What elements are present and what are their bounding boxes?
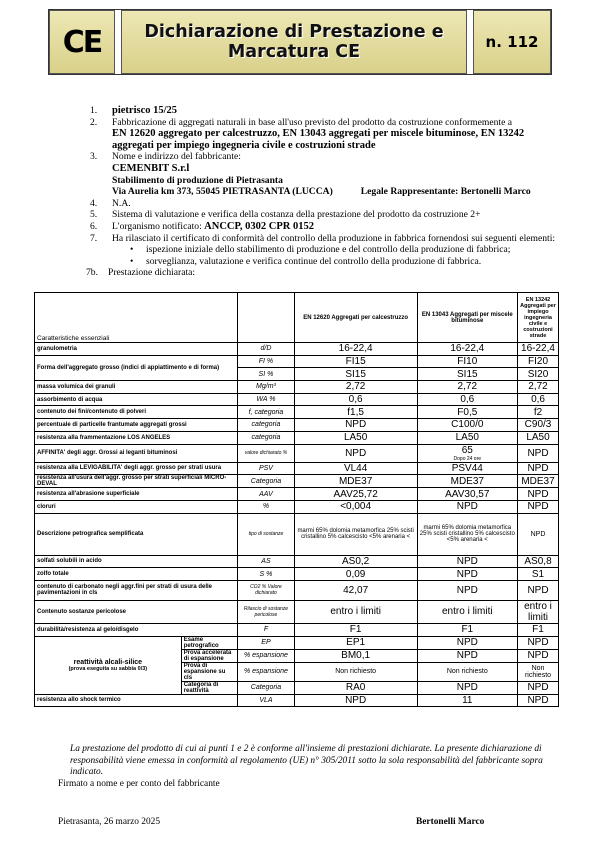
table-cell: Prova di espansione su cls bbox=[181, 662, 238, 681]
table-cell: NPD bbox=[518, 636, 559, 649]
table-row bbox=[35, 623, 559, 636]
table-cell: Esame petrografico bbox=[181, 636, 238, 649]
table-cell: C100/0 bbox=[417, 419, 517, 432]
table-cell: entro i limiti bbox=[518, 600, 559, 623]
table-cell: SI20 bbox=[518, 368, 559, 381]
table-cell: NPD bbox=[518, 488, 559, 501]
table-row bbox=[35, 475, 559, 488]
table-cell: granulometria bbox=[35, 343, 238, 356]
table-cell: contenuto di carbonato negli aggr.fini per strati di usura delle pavimentazioni in cls bbox=[35, 580, 238, 600]
table-cell: resistenza all'abrasione superficiale bbox=[35, 488, 238, 501]
table-cell: NPD bbox=[518, 462, 559, 475]
table-cell: valore dichiarato % bbox=[238, 444, 295, 462]
table-cell: NPD bbox=[417, 580, 517, 600]
table-cell: MDE37 bbox=[294, 475, 417, 488]
bullet-1: • ispezione iniziale dello stabilimento di produzione e del controllo della produzione di fabbrica; bbox=[90, 244, 560, 256]
table-cell: tipo di sostanze bbox=[238, 513, 295, 555]
table-cell: RA0 bbox=[294, 681, 417, 694]
table-cell: f1,5 bbox=[294, 406, 417, 419]
table-cell: resistenza allo shock termico bbox=[35, 694, 238, 707]
table-cell: NPD bbox=[417, 636, 517, 649]
table-cell: LA50 bbox=[518, 431, 559, 444]
table-cell: VL44 bbox=[294, 462, 417, 475]
table-cell: NPD bbox=[294, 694, 417, 707]
table-cell: PSV44 bbox=[417, 462, 517, 475]
table-cell: 65 Dopo 24 ore bbox=[417, 444, 517, 462]
table-cell: F1 bbox=[294, 623, 417, 636]
item-7: 7. Ha rilasciato il certificato di conformità del controllo della produzione in fabbrica fornendosi sui seguenti elementi: bbox=[90, 232, 556, 244]
header-en13043: EN 13043 Aggregati per miscele bituminose bbox=[417, 293, 517, 343]
table-cell: categoria bbox=[238, 431, 295, 444]
table-cell: Contenuto sostanze pericolose bbox=[35, 600, 238, 623]
table-cell: NPD bbox=[518, 513, 559, 555]
header-en12620: EN 12620 Aggregati per calcestruzzo bbox=[294, 293, 417, 343]
company-name: CEMENBIT S.r.l bbox=[112, 162, 190, 174]
table-cell: SI15 bbox=[417, 368, 517, 381]
table-cell: MDE37 bbox=[518, 475, 559, 488]
table-row bbox=[35, 488, 559, 501]
table-cell: f, categoria bbox=[238, 406, 295, 419]
table-cell: S1 bbox=[518, 568, 559, 581]
table-cell: NPD bbox=[518, 444, 559, 462]
table-cell: 0,6 bbox=[294, 393, 417, 406]
table-row bbox=[35, 355, 559, 368]
table-cell: F1 bbox=[518, 623, 559, 636]
table-cell: Rilascio di sostanze pericolose bbox=[238, 600, 295, 623]
table-cell: F bbox=[238, 623, 295, 636]
standards-list: EN 12620 aggregato per calcestruzzo, EN 13043 aggregati per miscele bituminose, EN 13242 aggregati per impiego ingegneria civile e costruzioni strade bbox=[112, 128, 525, 151]
table-cell: 0,6 bbox=[518, 393, 559, 406]
table-row bbox=[35, 600, 559, 623]
table-cell: NPD bbox=[417, 500, 517, 513]
table-cell: NPD bbox=[417, 681, 517, 694]
table-cell: 16-22,4 bbox=[518, 343, 559, 356]
table-cell: S % bbox=[238, 568, 295, 581]
table-cell: 2,72 bbox=[417, 381, 517, 394]
table-cell: Non richiesto bbox=[417, 662, 517, 681]
table-row bbox=[35, 694, 559, 707]
table-cell: entro i limiti bbox=[417, 600, 517, 623]
table-cell: % espansione bbox=[238, 649, 295, 662]
table-cell: Non richiesto bbox=[294, 662, 417, 681]
table-cell: d/D bbox=[238, 343, 295, 356]
table-cell: 2,72 bbox=[294, 381, 417, 394]
table-cell: NPD bbox=[417, 649, 517, 662]
table-cell: NPD bbox=[518, 500, 559, 513]
table-cell: FI20 bbox=[518, 355, 559, 368]
document-number: n. 112 bbox=[473, 10, 551, 74]
table-row bbox=[35, 500, 559, 513]
table-cell: 0,09 bbox=[294, 568, 417, 581]
table-row bbox=[35, 406, 559, 419]
table-cell: 42,07 bbox=[294, 580, 417, 600]
table-cell: NPD bbox=[294, 444, 417, 462]
table-row bbox=[35, 431, 559, 444]
table-cell: cloruri bbox=[35, 500, 238, 513]
table-cell: Categoria bbox=[238, 681, 295, 694]
table-cell: Mg/m³ bbox=[238, 381, 295, 394]
table-cell: SI15 bbox=[294, 368, 417, 381]
table-cell: marmi 65% dolomia metamorfica 25% scisti cristallino 5% calcescisto <5% arenaria < bbox=[294, 513, 417, 555]
table-cell: LA50 bbox=[417, 431, 517, 444]
table-cell: AS0,8 bbox=[518, 555, 559, 568]
table-cell: AFFINITA' degli aggr. Grossi ai leganti bituminosi bbox=[35, 444, 238, 462]
declaration-items bbox=[86, 105, 560, 279]
table-cell: resistenza alla frammentazione LOS ANGELES bbox=[35, 431, 238, 444]
table-cell: solfati solubili in acido bbox=[35, 555, 238, 568]
table-cell: Categoria bbox=[238, 475, 295, 488]
table-cell: LA50 bbox=[294, 431, 417, 444]
table-cell: EP bbox=[238, 636, 295, 649]
table-cell: AAV bbox=[238, 488, 295, 501]
table-cell: BM0,1 bbox=[294, 649, 417, 662]
table-cell: percentuale di particelle frantumate aggregati grossi bbox=[35, 419, 238, 432]
item-3: 3. Nome e indirizzo del fabbricante: CEMENBIT S.r.l Stabilimento di produzione di Pietrasanta Via Aurelia km 373, 55045 PIETRASANTA (LUCCA) Legale Rappresentante: Bertonelli Marco bbox=[90, 151, 531, 198]
table-cell: 16-22,4 bbox=[417, 343, 517, 356]
table-cell: AS bbox=[238, 555, 295, 568]
item-1: 1. pietrisco 15/25 bbox=[90, 105, 178, 116]
table-row bbox=[35, 580, 559, 600]
table-cell: resistenza alla LEVIGABILITA' degli aggr. grosso per strati usura bbox=[35, 462, 238, 475]
table-cell: NPD bbox=[417, 555, 517, 568]
table-row bbox=[35, 568, 559, 581]
signatory-name: Bertonelli Marco bbox=[416, 817, 485, 827]
table-cell: NPD bbox=[518, 681, 559, 694]
table-cell: EP1 bbox=[294, 636, 417, 649]
table-cell: AS0,2 bbox=[294, 555, 417, 568]
document-title: Dichiarazione di Prestazione e Marcatura CE bbox=[121, 10, 467, 74]
table-cell: resistenza all'usura dell'aggr. grosso per strati superficiali MICRO-DEVAL bbox=[35, 475, 238, 488]
table-row bbox=[35, 393, 559, 406]
table-cell: Forma dell'aggregato grosso (indici di appiattimento e di forma) bbox=[35, 355, 238, 380]
table-row bbox=[35, 419, 559, 432]
table-cell: MDE37 bbox=[417, 475, 517, 488]
table-cell: % bbox=[238, 500, 295, 513]
table-header-row bbox=[35, 293, 559, 343]
performance-table bbox=[34, 292, 559, 707]
item-7b: 7b. Prestazione dichiarata: bbox=[86, 267, 196, 279]
table-cell: 16-22,4 bbox=[294, 343, 417, 356]
ce-mark-logo: CE bbox=[49, 10, 115, 74]
place-date: Pietrasanta, 26 marzo 2025 bbox=[58, 817, 161, 827]
item-6: 6. L'organismo notificato: ANCCP, 0302 CPR 0152 bbox=[90, 220, 315, 232]
item-5: 5. Sistema di valutazione e verifica della costanza della prestazione del prodotto da costruzione 2+ bbox=[90, 209, 481, 221]
legal-representative: Legale Rappresentante: Bertonelli Marco bbox=[360, 186, 531, 198]
table-row bbox=[35, 343, 559, 356]
table-cell: F0,5 bbox=[417, 406, 517, 419]
table-row bbox=[35, 513, 559, 555]
table-cell: NPD bbox=[518, 694, 559, 707]
table-cell: F1 bbox=[417, 623, 517, 636]
table-cell: WA % bbox=[238, 393, 295, 406]
affinity-note: Dopo 24 ore bbox=[453, 455, 482, 462]
table-row bbox=[35, 555, 559, 568]
table-cell: durabilità/resistenza al gelo/disgelo bbox=[35, 623, 238, 636]
table-cell: C90/3 bbox=[518, 419, 559, 432]
bullet-2: • sorveglianza, valutazione e verifica continue del controllo della produzione di fabbrica. bbox=[90, 256, 560, 268]
item-4: 4. N.A. bbox=[90, 197, 131, 209]
alkali-silica-group: reattività alcali-silice (prova eseguita su sabbia 0/3) bbox=[35, 636, 182, 694]
header-en13242: EN 13242 Aggregati per impiego ingegneria civile e costruzioni strade bbox=[518, 293, 559, 343]
table-cell: 2,72 bbox=[518, 381, 559, 394]
table-cell: NPD bbox=[417, 568, 517, 581]
table-cell: SI % bbox=[238, 368, 295, 381]
table-cell: Categoria di reattività bbox=[181, 681, 238, 694]
table-cell: CO2 % Valore dichiarato bbox=[238, 580, 295, 600]
table-cell: FI15 bbox=[294, 355, 417, 368]
table-cell: AAV30,57 bbox=[417, 488, 517, 501]
table-cell: 0,6 bbox=[417, 393, 517, 406]
table-cell: AAV25,72 bbox=[294, 488, 417, 501]
table-cell: % espansione bbox=[238, 662, 295, 681]
table-cell: categoria bbox=[238, 419, 295, 432]
table-cell: assorbimento di acqua bbox=[35, 393, 238, 406]
table-cell: massa volumica dei granuli bbox=[35, 381, 238, 394]
table-cell: Prova accelerata di espansione bbox=[181, 649, 238, 662]
table-cell: contenuto dei fini/contenuto di polveri bbox=[35, 406, 238, 419]
table-row bbox=[35, 444, 559, 462]
product-name: pietrisco 15/25 bbox=[112, 105, 178, 116]
table-cell: FI % bbox=[238, 355, 295, 368]
table-cell: VLA bbox=[238, 694, 295, 707]
table-cell: entro i limiti bbox=[294, 600, 417, 623]
table-cell: 11 bbox=[417, 694, 517, 707]
table-cell: NPD bbox=[518, 649, 559, 662]
table-row bbox=[35, 462, 559, 475]
header-characteristics: Caratteristiche essenziali bbox=[35, 293, 238, 343]
table-cell: NPD bbox=[518, 580, 559, 600]
table-cell: f2 bbox=[518, 406, 559, 419]
table-row bbox=[35, 636, 559, 649]
table-row bbox=[35, 381, 559, 394]
table-cell: FI10 bbox=[417, 355, 517, 368]
document-header bbox=[48, 9, 552, 75]
table-cell: marmi 65% dolomia metamorfica 25% scisti cristallino 5% calcescisto <5% arenaria < bbox=[417, 513, 517, 555]
table-cell: PSV bbox=[238, 462, 295, 475]
declaration-statement: La prestazione del prodotto di cui ai punti 1 e 2 è conforme all'insieme di prestazioni dichiarate. La presente dichiarazione di responsabilità viene emessa in conformità al regolamento (UE) n° 305/2011 sotto la sola responsabilità del fabbricante sopra indicato. bbox=[70, 744, 543, 777]
signature-line: Firmato a nome e per conto del fabbricante bbox=[58, 779, 220, 789]
table-cell: zolfo totale bbox=[35, 568, 238, 581]
table-cell: <0,004 bbox=[294, 500, 417, 513]
table-cell: Non richiesto bbox=[518, 662, 559, 681]
table-cell: Descrizione petrografica semplificata bbox=[35, 513, 238, 555]
table-cell: NPD bbox=[294, 419, 417, 432]
notified-body: ANCCP, 0302 CPR 0152 bbox=[204, 220, 315, 232]
item-2: 2. Fabbricazione di aggregati naturali in base all'uso previsto del prodotto da costruzione conformemente a EN 12620 aggregato per calcestruzzo, EN 13043 aggregati per miscele bituminose, EN 13242 aggregati per impiego ingegneria civile e costruzioni strade bbox=[90, 116, 525, 151]
